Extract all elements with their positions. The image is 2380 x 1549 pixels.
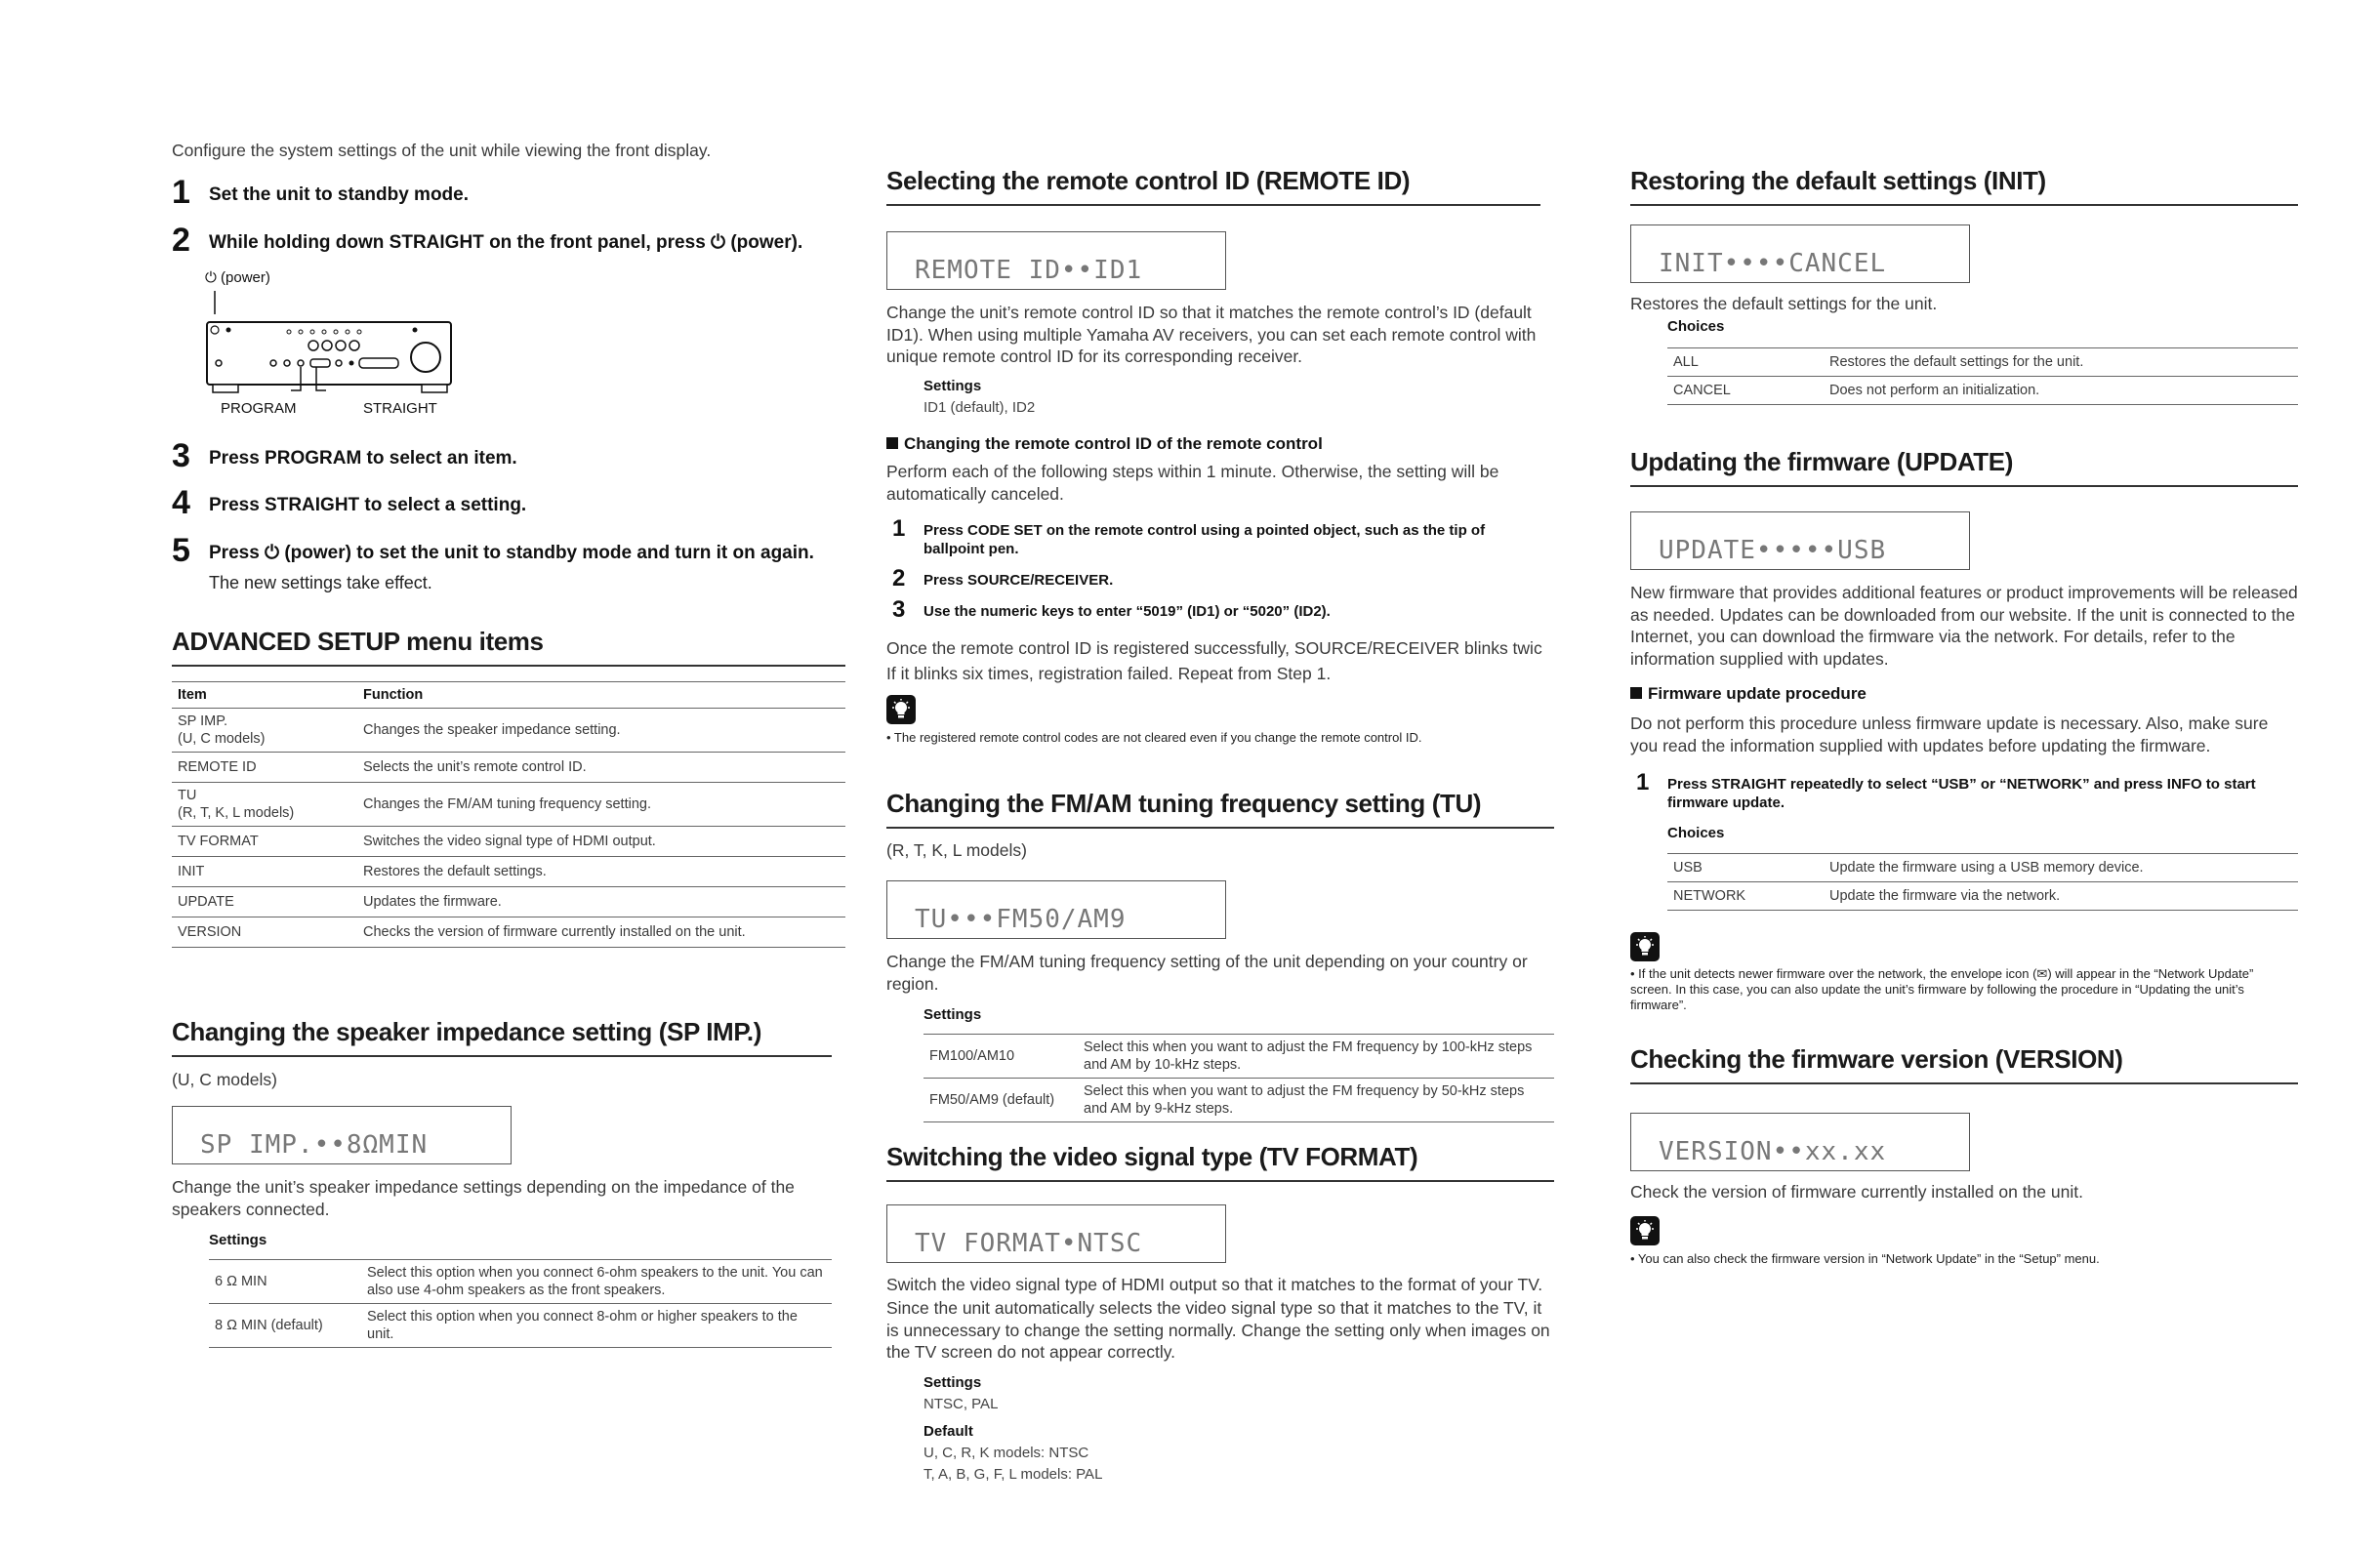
remote-sub-heading (886, 434, 1323, 454)
remote-settings-value: ID1 (default), ID2 (923, 399, 1036, 416)
description-cell: Update the firmware via the network. (1829, 888, 2061, 904)
step-3 (172, 439, 845, 478)
table-row (923, 1035, 1554, 1079)
remote-description: Change the unit’s remote control ID so that it matches the remote control’s ID (default ID1). When using multiple Yamaha AV receivers, you can set each remote control with unique remote control ID for its corresponding receiver. (886, 303, 1537, 366)
init-lcd-display (1630, 224, 1970, 283)
power-label: ⏻ (power) (205, 269, 270, 286)
step-number: 1 (892, 515, 906, 542)
remote-sub-description: Perform each of the following steps within 1 minute. Otherwise, the setting will be automatically canceled. (886, 462, 1499, 504)
sp-lcd-display (172, 1106, 512, 1164)
receiver-diagram-icon (205, 289, 459, 396)
tv-lcd-display (886, 1204, 1226, 1263)
description-cell: Update the firmware using a USB memory device. (1829, 860, 2144, 876)
tv-settings-value: NTSC, PAL (923, 1396, 999, 1412)
step-1 (172, 176, 845, 215)
function-cell: Checks the version of firmware currently installed on the unit. (363, 924, 746, 940)
table-row (209, 1260, 832, 1304)
step-4 (172, 486, 845, 525)
function-cell: Restores the default settings. (363, 864, 547, 879)
update-choices-label: Choices (1667, 825, 1725, 841)
remote-step-1 (886, 517, 1560, 556)
table-row (172, 783, 845, 827)
tv-description-1: Switch the video signal type of HDMI output so that it matches to the format of your TV. (886, 1275, 1543, 1294)
step-text: Press CODE SET on the remote control using a pointed object, such as the tip of ballpoint pen. (923, 522, 1486, 557)
option-cell: ALL (1673, 354, 1699, 370)
tu-settings-label: Settings (923, 1006, 982, 1023)
remote-step-3 (886, 598, 1560, 626)
table-header: Function (363, 687, 424, 703)
table-header: Item (178, 687, 207, 703)
tv-settings-label: Settings (923, 1374, 982, 1391)
sub-heading-text: Changing the remote control ID of the remote control (904, 434, 1323, 453)
step-number: 4 (172, 484, 190, 521)
remote-result-line-1: Once the remote control ID is registered successfully, SOURCE/RECEIVER blinks twic (886, 638, 1542, 658)
remote-step-2 (886, 567, 1560, 594)
menu-heading: ADVANCED SETUP menu items (172, 627, 845, 667)
option-cell: NETWORK (1673, 888, 1746, 904)
remote-result-line-2: If it blinks six times, registration failed. Repeat from Step 1. (886, 664, 1332, 683)
step-number: 2 (892, 565, 906, 591)
item-sub: (R, T, K, L models) (178, 805, 295, 821)
version-heading: Checking the firmware version (VERSION) (1630, 1044, 2298, 1084)
square-bullet-icon (1630, 687, 1642, 699)
note-icon (1630, 1216, 1660, 1245)
item-cell: INIT (178, 864, 205, 879)
sp-models: (U, C models) (172, 1070, 277, 1089)
step-text: Press ⏻ (power) to set the unit to standby mode and turn it on again. (209, 543, 814, 563)
table-row (1667, 377, 2298, 405)
item-cell: UPDATE (178, 894, 234, 910)
step-number: 2 (172, 222, 190, 259)
step-text: Set the unit to standby mode. (209, 184, 470, 205)
table-row (923, 1079, 1554, 1122)
function-cell: Selects the unit’s remote control ID. (363, 759, 587, 775)
table-row (1667, 348, 2298, 377)
description-cell: Select this option when you connect 8-ohm or higher speakers to the unit. (367, 1309, 798, 1342)
lcd-text: SP IMP.••8ΩMIN (200, 1130, 429, 1160)
tv-description-2: Since the unit automatically selects the video signal type so that it matches to the TV, it is unnecessary to change the setting normally. Change the setting only when images on the TV screen do not appear correctly. (886, 1298, 1550, 1362)
note-icon (886, 695, 916, 724)
lcd-text: UPDATE•••••USB (1659, 536, 1887, 565)
step-text: Press STRAIGHT repeatedly to select “USB” or “NETWORK” and press INFO to start firmware update. (1667, 776, 2256, 811)
sub-heading-text: Firmware update procedure (1648, 684, 1867, 703)
sp-description: Change the unit’s speaker impedance settings depending on the impedance of the speakers connected. (172, 1177, 795, 1219)
step-text: Use the numeric keys to enter “5019” (ID1) or “5020” (ID2). (923, 603, 1331, 620)
tv-default-2: T, A, B, G, F, L models: PAL (923, 1466, 1103, 1483)
update-description: New firmware that provides additional features or product improvements will be released as needed. Updates can be downloaded from our website. If the unit is connected to the Internet, you can download the firmware via the network. For details, refer to the information supplied with updates. (1630, 583, 2298, 669)
option-cell: FM100/AM10 (929, 1048, 1015, 1064)
straight-label: STRAIGHT (363, 400, 437, 417)
step-number: 3 (892, 596, 906, 623)
option-cell: 6 Ω MIN (215, 1274, 267, 1289)
tu-heading: Changing the FM/AM tuning frequency setting (TU) (886, 789, 1554, 829)
table-row (172, 887, 845, 917)
option-cell: 8 Ω MIN (default) (215, 1318, 323, 1333)
table-row (172, 753, 845, 783)
function-cell: Changes the speaker impedance setting. (363, 722, 621, 738)
sp-settings-label: Settings (209, 1232, 267, 1248)
remote-lcd-display (886, 231, 1226, 290)
version-lcd-display (1630, 1113, 1970, 1171)
remote-heading: Selecting the remote control ID (REMOTE ID) (886, 166, 1540, 206)
table-row (209, 1304, 832, 1348)
step-text: While holding down STRAIGHT on the front panel, press ⏻ (power). (209, 232, 803, 253)
step-text: Press SOURCE/RECEIVER. (923, 572, 1114, 589)
tu-models: (R, T, K, L models) (886, 840, 1027, 860)
tu-settings-table (923, 1034, 1554, 1122)
item-cell: TV FORMAT (178, 834, 259, 849)
square-bullet-icon (886, 437, 898, 449)
tu-description: Change the FM/AM tuning frequency setting of the unit depending on your country or region. (886, 952, 1528, 994)
remote-settings-label: Settings (923, 378, 982, 394)
lcd-text: INIT••••CANCEL (1659, 249, 1887, 278)
option-cell: CANCEL (1673, 383, 1731, 398)
table-row (172, 827, 845, 857)
version-description: Check the version of firmware currently installed on the unit. (1630, 1182, 2083, 1202)
intro-text: Configure the system settings of the unit while viewing the front display. (172, 141, 712, 160)
init-choices-label: Choices (1667, 318, 1725, 335)
function-cell: Changes the FM/AM tuning frequency setting. (363, 796, 651, 812)
update-sub-description: Do not perform this procedure unless firmware update is necessary. Also, make sure you read the information supplied with updates before updating the firmware. (1630, 713, 2269, 755)
tu-lcd-display (886, 880, 1226, 939)
item-cell: TU (178, 788, 197, 803)
version-note: • You can also check the firmware version in “Network Update” in the “Setup” menu. (1630, 1251, 2100, 1266)
tv-heading: Switching the video signal type (TV FORMAT) (886, 1142, 1554, 1182)
step-number: 5 (172, 532, 190, 569)
note-icon (1630, 932, 1660, 961)
step-5-note: The new settings take effect. (209, 573, 432, 592)
program-label: PROGRAM (221, 400, 297, 417)
step-2 (172, 224, 845, 263)
init-choices-table (1667, 347, 2298, 405)
description-cell: Does not perform an initialization. (1829, 383, 2040, 398)
item-sub: (U, C models) (178, 731, 266, 747)
option-cell: FM50/AM9 (default) (929, 1092, 1055, 1108)
lcd-text: TU•••FM50/AM9 (915, 905, 1127, 934)
update-heading: Updating the firmware (UPDATE) (1630, 447, 2298, 487)
remote-note: • The registered remote control codes are not cleared even if you change the remote control ID. (886, 730, 1422, 745)
init-heading: Restoring the default settings (INIT) (1630, 166, 2298, 206)
table-row (1667, 882, 2298, 911)
table-row (172, 709, 845, 753)
step-number: 1 (1636, 769, 1650, 795)
step-number: 1 (172, 174, 190, 211)
description-cell: Restores the default settings for the unit. (1829, 354, 2084, 370)
step-number: 3 (172, 437, 190, 474)
function-cell: Updates the firmware. (363, 894, 502, 910)
item-cell: SP IMP. (178, 713, 228, 729)
lcd-text: TV FORMAT•NTSC (915, 1229, 1143, 1258)
table-row (1667, 854, 2298, 882)
update-sub-heading (1630, 684, 1867, 704)
sp-heading: Changing the speaker impedance setting (SP IMP.) (172, 1017, 832, 1057)
lcd-text: VERSION••xx.xx (1659, 1137, 1887, 1166)
step-5 (172, 534, 855, 573)
table-row (172, 857, 845, 887)
option-cell: USB (1673, 860, 1703, 876)
update-lcd-display (1630, 511, 1970, 570)
receiver-front-panel-diagram (205, 269, 459, 426)
update-choices-table (1667, 853, 2298, 911)
lcd-text: REMOTE ID••ID1 (915, 256, 1143, 285)
table-row (172, 917, 845, 948)
menu-table (172, 681, 845, 948)
update-note: • If the unit detects newer firmware over the network, the envelope icon (✉) will appear in the “Network Update” screen. In this case, you can also update the unit’s firmware by following the procedure in “Updating the unit’s firmware”. (1630, 966, 2254, 1012)
sp-settings-table (209, 1259, 832, 1348)
tv-default-label: Default (923, 1423, 973, 1440)
description-cell: Select this when you want to adjust the FM frequency by 50-kHz steps and AM by 9-kHz steps. (1084, 1083, 1525, 1117)
step-text: Press PROGRAM to select an item. (209, 448, 517, 469)
item-cell: VERSION (178, 924, 242, 940)
init-description: Restores the default settings for the unit. (1630, 294, 1938, 313)
update-step-1 (1630, 771, 2298, 810)
description-cell: Select this option when you connect 6-ohm speakers to the unit. You can also use 4-ohm speakers as the front speakers. (367, 1265, 823, 1298)
tv-default-1: U, C, R, K models: NTSC (923, 1445, 1089, 1461)
item-cell: REMOTE ID (178, 759, 257, 775)
step-text: Press STRAIGHT to select a setting. (209, 495, 527, 515)
function-cell: Switches the video signal type of HDMI output. (363, 834, 656, 849)
description-cell: Select this when you want to adjust the FM frequency by 100-kHz steps and AM by 10-kHz steps. (1084, 1039, 1533, 1073)
